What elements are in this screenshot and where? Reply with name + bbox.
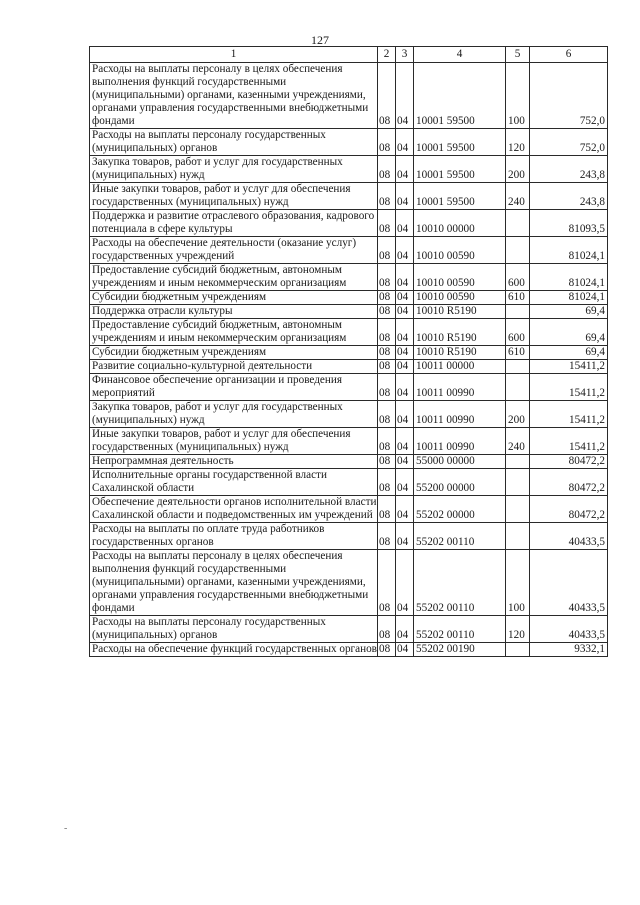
row-amount-cell: 15411,2: [530, 374, 608, 401]
row-expense-type-cell: 240: [506, 428, 530, 455]
table-row: [90, 643, 608, 657]
row-name-cell: Обеспечение деятельности органов исполнительной власти Сахалинской области и подведомственных им учреждений: [90, 496, 378, 523]
row-section-cell: 08: [378, 129, 396, 156]
row-target-article-cell: 10001 59500: [414, 156, 506, 183]
table-row: [90, 264, 608, 291]
row-amount-cell: 81093,5: [530, 210, 608, 237]
row-amount-cell: 69,4: [530, 346, 608, 360]
row-subsection-cell: 04: [396, 550, 414, 616]
table-body: [90, 63, 608, 657]
row-name-cell: Расходы на выплаты персоналу в целях обеспечения выполнения функций государственными (муниципальными) органами, казенными учреждениями, органами управления государственными внебюджетными фондами: [90, 550, 378, 616]
row-amount-cell: 81024,1: [530, 264, 608, 291]
header-col-name: 1: [90, 47, 378, 63]
row-amount-cell: 15411,2: [530, 401, 608, 428]
row-name-cell: Расходы на выплаты персоналу государственных (муниципальных) органов: [90, 129, 378, 156]
table-row: [90, 360, 608, 374]
row-target-article-cell: 55202 00110: [414, 616, 506, 643]
row-expense-type-cell: [506, 237, 530, 264]
row-subsection-cell: 04: [396, 237, 414, 264]
row-expense-type-cell: [506, 643, 530, 657]
row-target-article-cell: 10010 00590: [414, 264, 506, 291]
row-subsection-cell: 04: [396, 305, 414, 319]
header-col-subsection: 3: [396, 47, 414, 63]
row-target-article-cell: 10010 R5190: [414, 305, 506, 319]
row-section-cell: 08: [378, 264, 396, 291]
row-section-cell: 08: [378, 237, 396, 264]
row-name-cell: Субсидии бюджетным учреждениям: [90, 346, 378, 360]
row-target-article-cell: 10001 59500: [414, 183, 506, 210]
row-subsection-cell: 04: [396, 156, 414, 183]
row-section-cell: 08: [378, 523, 396, 550]
row-amount-cell: 752,0: [530, 129, 608, 156]
row-target-article-cell: 10010 00590: [414, 291, 506, 305]
row-section-cell: 08: [378, 346, 396, 360]
row-subsection-cell: 04: [396, 469, 414, 496]
row-expense-type-cell: 120: [506, 129, 530, 156]
row-name-cell: Расходы на обеспечение функций государственных органов: [90, 643, 378, 657]
row-expense-type-cell: 600: [506, 264, 530, 291]
table-row: [90, 63, 608, 129]
row-section-cell: 08: [378, 643, 396, 657]
row-target-article-cell: 10001 59500: [414, 63, 506, 129]
row-amount-cell: 69,4: [530, 305, 608, 319]
row-amount-cell: 69,4: [530, 319, 608, 346]
row-subsection-cell: 04: [396, 523, 414, 550]
row-amount-cell: 80472,2: [530, 455, 608, 469]
row-subsection-cell: 04: [396, 346, 414, 360]
row-section-cell: 08: [378, 156, 396, 183]
table-row: [90, 129, 608, 156]
row-subsection-cell: 04: [396, 319, 414, 346]
row-amount-cell: 81024,1: [530, 291, 608, 305]
row-name-cell: Иные закупки товаров, работ и услуг для обеспечения государственных (муниципальных) нужд: [90, 428, 378, 455]
row-target-article-cell: 55000 00000: [414, 455, 506, 469]
row-section-cell: 08: [378, 305, 396, 319]
row-amount-cell: 243,8: [530, 156, 608, 183]
table-row: [90, 469, 608, 496]
row-subsection-cell: 04: [396, 496, 414, 523]
row-section-cell: 08: [378, 401, 396, 428]
row-target-article-cell: 55202 00110: [414, 523, 506, 550]
table-row: [90, 374, 608, 401]
row-expense-type-cell: 120: [506, 616, 530, 643]
table-row: [90, 210, 608, 237]
row-name-cell: Поддержка и развитие отраслевого образования, кадрового потенциала в сфере культуры: [90, 210, 378, 237]
row-target-article-cell: 55202 00190: [414, 643, 506, 657]
table-row: [90, 428, 608, 455]
row-target-article-cell: 10011 00990: [414, 428, 506, 455]
row-section-cell: 08: [378, 319, 396, 346]
row-amount-cell: 80472,2: [530, 469, 608, 496]
row-name-cell: Субсидии бюджетным учреждениям: [90, 291, 378, 305]
row-name-cell: Предоставление субсидий бюджетным, автономным учреждениям и иным некоммерческим организациям: [90, 264, 378, 291]
row-section-cell: 08: [378, 496, 396, 523]
row-expense-type-cell: [506, 360, 530, 374]
stray-mark: -: [64, 823, 68, 834]
table-row: [90, 183, 608, 210]
row-section-cell: 08: [378, 63, 396, 129]
row-target-article-cell: 10011 00000: [414, 360, 506, 374]
row-amount-cell: 40433,5: [530, 616, 608, 643]
row-subsection-cell: 04: [396, 210, 414, 237]
table-row: [90, 346, 608, 360]
table-row: [90, 291, 608, 305]
row-subsection-cell: 04: [396, 401, 414, 428]
table-row: [90, 401, 608, 428]
header-col-amount: 6: [530, 47, 608, 63]
row-subsection-cell: 04: [396, 428, 414, 455]
row-target-article-cell: 10011 00990: [414, 374, 506, 401]
row-expense-type-cell: [506, 469, 530, 496]
row-amount-cell: 40433,5: [530, 523, 608, 550]
row-expense-type-cell: [506, 305, 530, 319]
row-name-cell: Финансовое обеспечение организации и проведения мероприятий: [90, 374, 378, 401]
table-row: [90, 237, 608, 264]
table-row: [90, 523, 608, 550]
table-row: [90, 455, 608, 469]
row-subsection-cell: 04: [396, 291, 414, 305]
row-target-article-cell: 55200 00000: [414, 469, 506, 496]
row-subsection-cell: 04: [396, 129, 414, 156]
row-expense-type-cell: 240: [506, 183, 530, 210]
row-amount-cell: 243,8: [530, 183, 608, 210]
row-expense-type-cell: [506, 210, 530, 237]
row-name-cell: Предоставление субсидий бюджетным, автономным учреждениям и иным некоммерческим организациям: [90, 319, 378, 346]
row-subsection-cell: 04: [396, 643, 414, 657]
row-amount-cell: 752,0: [530, 63, 608, 129]
row-expense-type-cell: 600: [506, 319, 530, 346]
row-name-cell: Закупка товаров, работ и услуг для государственных (муниципальных) нужд: [90, 156, 378, 183]
row-expense-type-cell: [506, 374, 530, 401]
row-target-article-cell: 55202 00000: [414, 496, 506, 523]
row-expense-type-cell: 200: [506, 156, 530, 183]
row-subsection-cell: 04: [396, 63, 414, 129]
budget-table: [89, 46, 608, 657]
row-name-cell: Расходы на выплаты персоналу государственных (муниципальных) органов: [90, 616, 378, 643]
row-expense-type-cell: 100: [506, 550, 530, 616]
row-section-cell: 08: [378, 616, 396, 643]
row-subsection-cell: 04: [396, 183, 414, 210]
row-amount-cell: 15411,2: [530, 428, 608, 455]
row-name-cell: Расходы на выплаты по оплате труда работников государственных органов: [90, 523, 378, 550]
header-col-expense-type: 5: [506, 47, 530, 63]
table-row: [90, 550, 608, 616]
row-amount-cell: 81024,1: [530, 237, 608, 264]
row-section-cell: 08: [378, 428, 396, 455]
row-name-cell: Иные закупки товаров, работ и услуг для обеспечения государственных (муниципальных) нужд: [90, 183, 378, 210]
row-name-cell: Закупка товаров, работ и услуг для государственных (муниципальных) нужд: [90, 401, 378, 428]
row-amount-cell: 40433,5: [530, 550, 608, 616]
row-target-article-cell: 10010 R5190: [414, 346, 506, 360]
row-amount-cell: 15411,2: [530, 360, 608, 374]
row-name-cell: Непрограммная деятельность: [90, 455, 378, 469]
row-expense-type-cell: 610: [506, 291, 530, 305]
row-target-article-cell: 10010 00590: [414, 237, 506, 264]
row-subsection-cell: 04: [396, 360, 414, 374]
row-target-article-cell: 10010 R5190: [414, 319, 506, 346]
table-row: [90, 319, 608, 346]
row-expense-type-cell: [506, 496, 530, 523]
header-col-target-article: 4: [414, 47, 506, 63]
table-row: [90, 616, 608, 643]
row-name-cell: Исполнительные органы государственной власти Сахалинской области: [90, 469, 378, 496]
row-amount-cell: 9332,1: [530, 643, 608, 657]
row-subsection-cell: 04: [396, 264, 414, 291]
row-name-cell: Поддержка отрасли культуры: [90, 305, 378, 319]
table-row: [90, 156, 608, 183]
row-expense-type-cell: [506, 455, 530, 469]
table-header-row: [90, 47, 608, 63]
row-expense-type-cell: [506, 523, 530, 550]
row-target-article-cell: 10010 00000: [414, 210, 506, 237]
table-row: [90, 496, 608, 523]
row-target-article-cell: 10011 00990: [414, 401, 506, 428]
row-expense-type-cell: 610: [506, 346, 530, 360]
row-name-cell: Расходы на обеспечение деятельности (оказание услуг) государственных учреждений: [90, 237, 378, 264]
header-col-section: 2: [378, 47, 396, 63]
row-name-cell: Расходы на выплаты персоналу в целях обеспечения выполнения функций государственными (муниципальными) органами, казенными учреждениями, органами управления государственными внебюджетными фондами: [90, 63, 378, 129]
row-subsection-cell: 04: [396, 455, 414, 469]
row-section-cell: 08: [378, 455, 396, 469]
table-row: [90, 305, 608, 319]
row-section-cell: 08: [378, 291, 396, 305]
row-section-cell: 08: [378, 210, 396, 237]
row-section-cell: 08: [378, 374, 396, 401]
row-section-cell: 08: [378, 183, 396, 210]
page-number: 127: [311, 33, 329, 47]
row-target-article-cell: 10001 59500: [414, 129, 506, 156]
row-section-cell: 08: [378, 550, 396, 616]
row-section-cell: 08: [378, 360, 396, 374]
row-target-article-cell: 55202 00110: [414, 550, 506, 616]
row-subsection-cell: 04: [396, 616, 414, 643]
row-expense-type-cell: 100: [506, 63, 530, 129]
row-amount-cell: 80472,2: [530, 496, 608, 523]
row-section-cell: 08: [378, 469, 396, 496]
row-subsection-cell: 04: [396, 374, 414, 401]
row-expense-type-cell: 200: [506, 401, 530, 428]
row-name-cell: Развитие социально-культурной деятельности: [90, 360, 378, 374]
